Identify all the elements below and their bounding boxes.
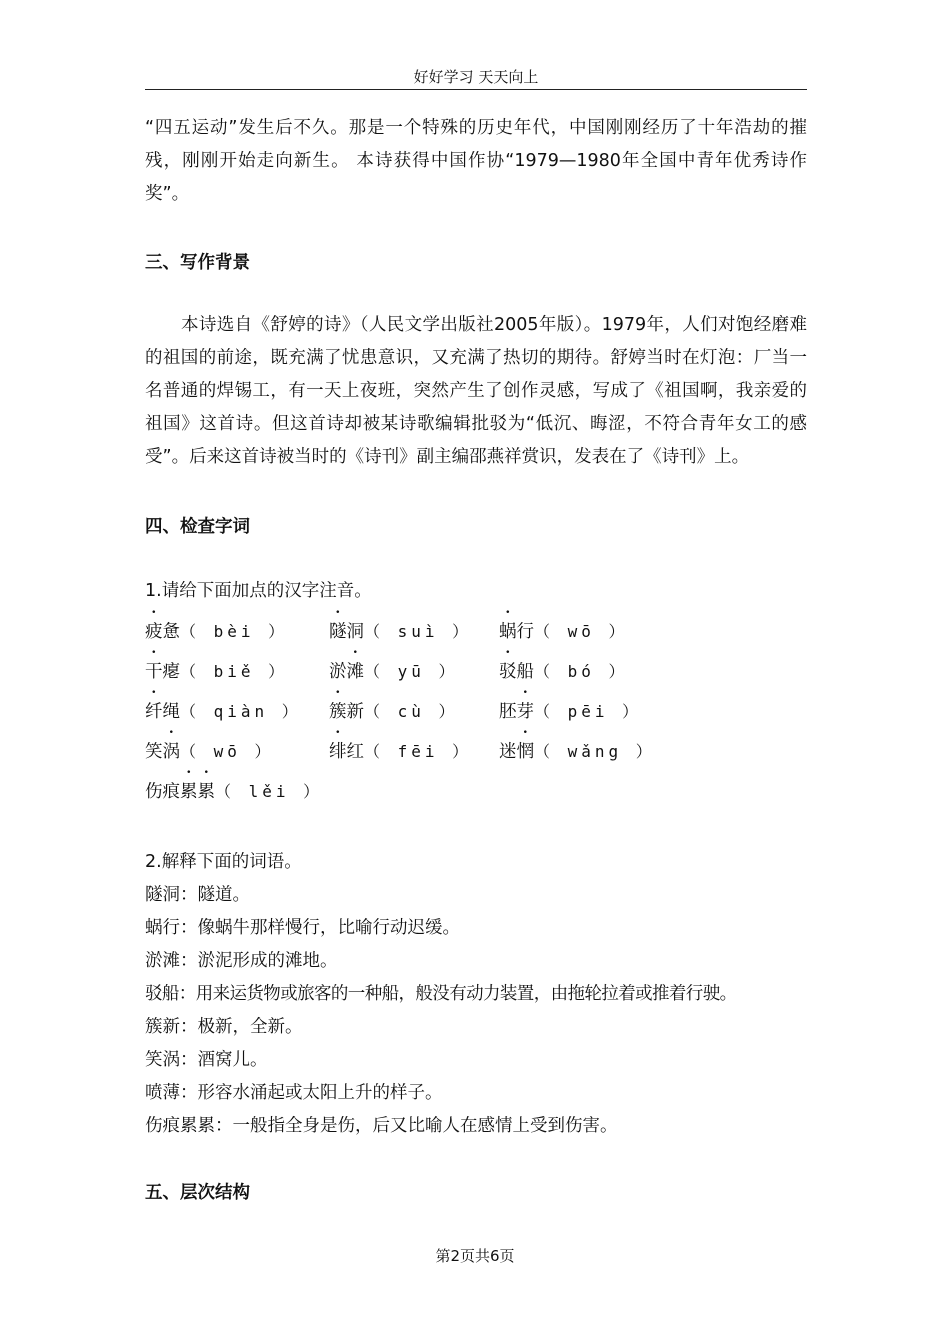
definition-line: 笑涡：酒窝儿。: [145, 1050, 268, 1070]
definition-line: 蜗行：像蜗牛那样慢行，比喻行动迟缓。: [145, 918, 460, 938]
intro-paragraph: “四五运动”发生后不久。那是一个特殊的历史年代，中国刚刚经历了十年浩劫的摧残，刚刚开始走向新生。 本诗获得中国作协“1979—1980年全国中青年优秀诗作奖”。: [145, 118, 807, 204]
pinyin-item: 蜗行（ wō ）: [499, 622, 629, 642]
header-divider: [145, 89, 807, 90]
page-header: 好好学习 天天向上: [413, 68, 539, 86]
pinyin-item: 胚芽（ pēi ）: [499, 702, 643, 722]
section3-paragraph: 本诗选自《舒婷的诗》（人民文学出版社2005年版）。1979年，人们对饱经磨难的祖国的前途，既充满了忧患意识，又充满了热切的期待。舒婷当时在灯泡：厂当一名普通的焊锡工，有一天上夜班，突然产生了创作灵感，写成了《祖国啊，我亲爱的祖国》这首诗。但这首诗却被某诗歌编辑批驳为“低沉、晦涩，不符合青年女工的感受”。后来这首诗被当时的《诗刊》副主编邵燕祥赏识，发表在了《诗刊》上。: [145, 315, 807, 467]
pinyin-item-last: 伤痕累累（ lěi ）: [145, 782, 324, 802]
definition-line: 伤痕累累：一般指全身是伤，后又比喻人在感情上受到伤害。: [145, 1116, 618, 1136]
pinyin-item: 绯红（ fēi ）: [329, 742, 473, 762]
pinyin-item: 纤绳（ qiàn ）: [145, 702, 302, 722]
section5-heading: 五、层次结构: [145, 1183, 250, 1203]
section4-heading: 四、检查字词: [145, 517, 250, 537]
pinyin-item: 隧洞（ suì ）: [329, 622, 473, 642]
pinyin-item: 簇新（ cù ）: [329, 702, 459, 722]
definition-line: 驳船：用来运货物或旅客的一种船，般没有动力装置，由拖轮拉着或推着行驶。: [145, 984, 737, 1004]
pinyin-item: 疲惫（ bèi ）: [145, 622, 289, 642]
definition-line: 喷薄：形容水涌起或太阳上升的样子。: [145, 1083, 443, 1103]
page-footer: 第2页共6页: [435, 1247, 515, 1265]
pinyin-item: 驳船（ bó ）: [499, 662, 629, 682]
pinyin-item: 迷惘（ wǎng ）: [499, 742, 656, 762]
pinyin-item: 笑涡（ wō ）: [145, 742, 275, 762]
document-body: [145, 112, 807, 1205]
definition-line: 隧洞：隧道。: [145, 885, 250, 905]
pinyin-grid: [145, 612, 807, 772]
definition-line: 淤滩：淤泥形成的滩地。: [145, 951, 338, 971]
pinyin-item: 淤滩（ yū ）: [329, 662, 459, 682]
pinyin-item: 干瘪（ biě ）: [145, 662, 289, 682]
definition-line: 簇新：极新，全新。: [145, 1017, 303, 1037]
question1: 1.请给下面加点的汉字注音。: [145, 581, 372, 601]
section3-heading: 三、写作背景: [145, 253, 250, 273]
question2: 2.解释下面的词语。: [145, 852, 302, 872]
